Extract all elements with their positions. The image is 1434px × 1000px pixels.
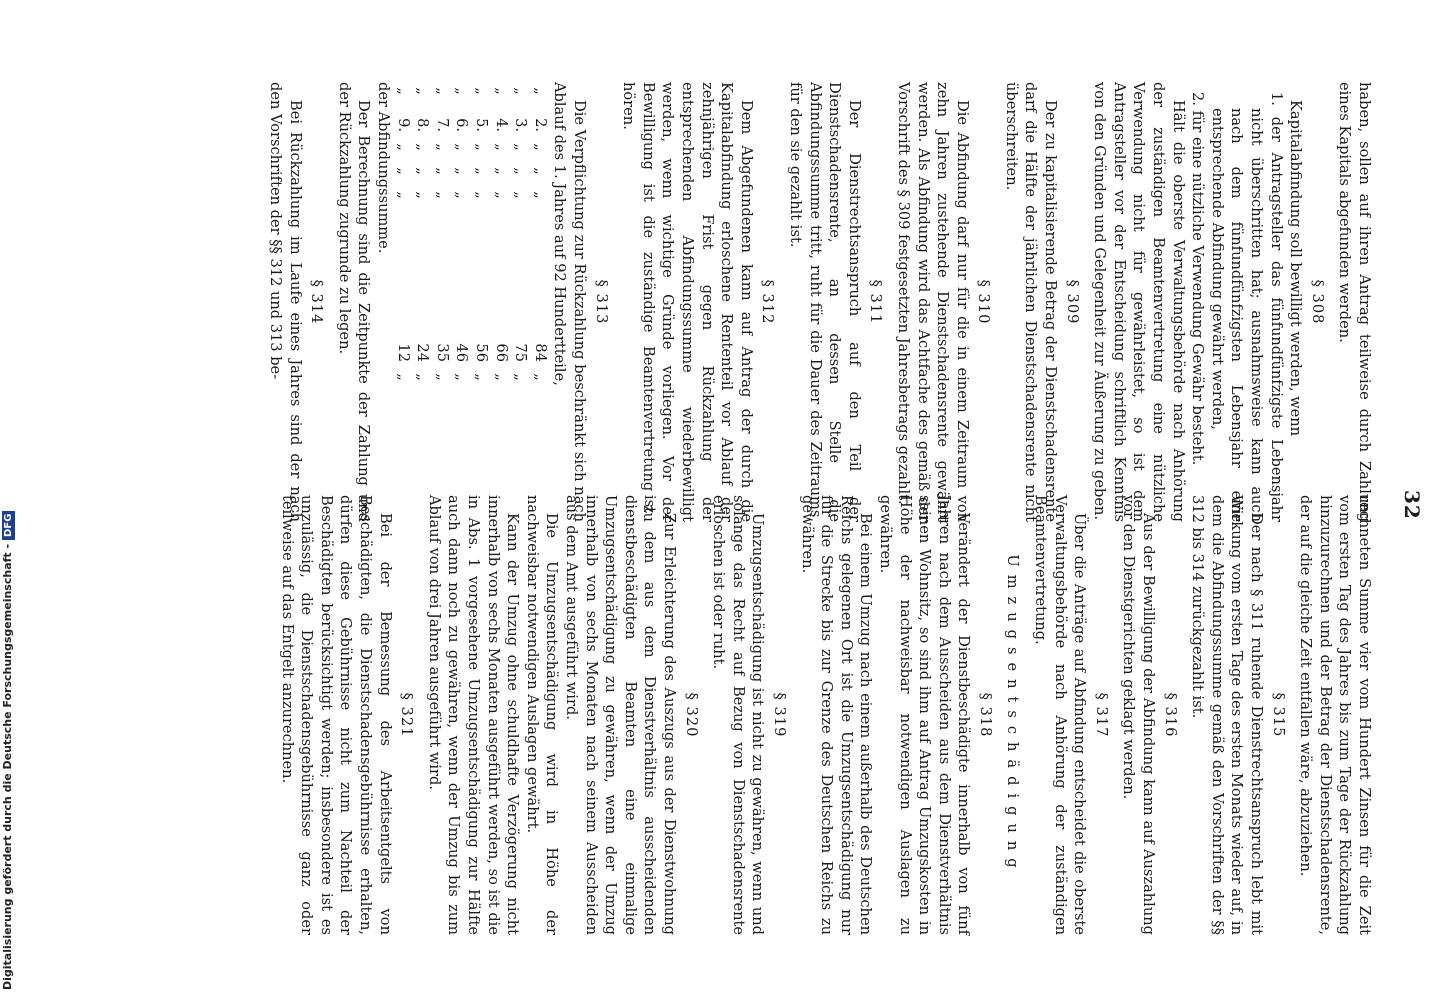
list-item: 1. der Antragsteller das fünfundfünfzigste Lebensjahr nicht überschritten hat; ausnahmsweise kann auch nach dem fünfundfünfzigsten Lebensjahr eine entsprechende Abfindung gewährt werden, xyxy=(1208,92,1285,522)
section-number: § 315 xyxy=(1269,692,1287,738)
paragraph: Der zu kapitalisierende Betrag der Dienstschadensrente darf die Hälfte der jährlichen Dienstschadensrente nicht überschreiten. xyxy=(1002,82,1060,522)
table-row: „ 4. „ „ „ 66 „ xyxy=(492,87,510,381)
section-number: § 312 xyxy=(759,279,777,325)
paragraph: Zur Erleichterung des Auszugs aus der Dienstwohnung ist dem aus dem Dienstverhältnis ausscheidenden dienstbeschädigten Beamten eine einmalige Umzugsentschädigung zu gewähren, wenn der Umzug innerhalb von sechs Monaten nach seinem Ausscheiden aus dem Amt ausgeführt wird. xyxy=(563,495,678,935)
paragraph: Bei der Bemessung des Arbeitsentgelts von Beschädigten, die Dienstschadensgebührnisse erhalten, dürfen diese Gebührnisse nicht zum Nachteil der Beschädigten berücksichtigt werden; insbesondere ist es unzulässig, die Dienstschadensgebührnisse ganz oder teilweise auf das Entgelt anzurechnen. xyxy=(278,495,394,935)
repayment-table xyxy=(393,82,550,392)
section-number: § 320 xyxy=(682,692,700,738)
paragraph: Die Verpflichtung zur Rückzahlung beschränkt sich nach Ablauf des 1. Jahres auf 92 Hundertteile, xyxy=(551,82,589,522)
dfg-logo: DFG xyxy=(2,511,15,540)
paragraph: Über die Anträge auf Abfindung entscheidet die oberste Verwaltungsbehörde nach Anhörung der zuständigen Beamtenvertretung. xyxy=(1032,495,1089,935)
section-heading: Umzugsentschädigung xyxy=(1004,554,1022,876)
list-item: 2. für eine nützliche Verwendung Gewähr besteht. xyxy=(1189,92,1207,466)
footer-strip xyxy=(1,511,15,990)
paragraph: der Abfindungssumme. xyxy=(375,82,393,254)
paragraph: haben, sollen auf ihren Antrag teilweise durch Zahlung eines Kapitals abgefunden werden. xyxy=(1336,82,1373,522)
right-column xyxy=(277,495,1374,935)
paragraph: Der nach § 311 ruhende Dienstrechtsanspruch lebt mit Wirkung vom ersten Tage des ersten Monats wieder auf, in dem die Abfindungssumme gemäß den Vorschriften der §§ 312 bis 314 zurückgezahlt ist. xyxy=(1189,495,1266,935)
paragraph: Die Umzugsentschädigung wird in Höhe der nachweisbar notwendigen Auslagen gewährt. xyxy=(523,495,561,935)
digitization-footer xyxy=(0,0,30,1000)
section-number: § 308 xyxy=(1308,279,1326,325)
paragraph: Bei einem Umzug nach einem außerhalb des Deutschen Reichs gelegenen Ort ist die Umzugsentschädigung nur für die Strecke bis zur Grenze des Deutschen Reichs zu gewähren. xyxy=(798,495,875,935)
paragraph: Kann der Umzug ohne schuldhafte Verzögerung nicht innerhalb von sechs Monaten ausgeführt werden, so ist die in Abs. 1 vorgesehene Umzugsentschädigung zur Hälfte auch dann noch zu gewähren, wenn der Umzug bis zum Ablauf von drei Jahren ausgeführt wird. xyxy=(425,495,522,935)
section-number: § 314 xyxy=(308,279,326,325)
table-row: „ 6. „ „ „ 46 „ xyxy=(453,87,471,381)
page-number: 32 xyxy=(1400,490,1424,520)
footer-text: Digitalisierung gefördert durch die Deutsche Forschungsgemeinschaft - xyxy=(1,543,14,990)
paragraph: Der Berechnung sind die Zeitpunkte der Zahlung und der Rückzahlung zugrunde zu legen. xyxy=(335,82,373,522)
section-number: § 310 xyxy=(975,279,993,325)
section-number: § 317 xyxy=(1092,692,1110,738)
paragraph: Kapitalabfindung soll bewilligt werden, wenn xyxy=(1287,100,1305,437)
paragraph: Hält die oberste Verwaltungsbehörde nach Anhörung der zuständigen Beamtenvertretung eine nützliche Verwendung nicht für gewährleistet, so ist dem Antragsteller vor der Entscheidung schriftlich Kenntnis von den Gründen und Gelegenheit zur Äußerung zu geben. xyxy=(1091,82,1187,522)
left-column xyxy=(266,82,1374,522)
section-number: § 319 xyxy=(770,692,788,738)
section-number: § 321 xyxy=(398,692,416,738)
section-number: § 309 xyxy=(1063,279,1081,325)
table-row: „ 2. „ „ „ 84 „ xyxy=(531,87,549,381)
table-row: „ 5. „ „ „ 56 „ xyxy=(473,87,491,381)
section-number: § 313 xyxy=(592,279,610,325)
paragraph: Umzugsentschädigung ist nicht zu gewähren, wenn und solange das Recht auf Bezug von Dienstschadensrente erloschen ist oder ruht. xyxy=(710,495,767,935)
table-row: „ 8. „ „ „ 24 „ xyxy=(414,87,432,381)
paragraph: rechneten Summe vier vom Hundert Zinsen für die Zeit vom ersten Tag des Jahres bis zum Tage der Rückzahlung hinzuzurechnen und der Betrag der Dienstschadensrente, der auf die gleiche Zeit entfallen wäre, abzuziehen. xyxy=(1297,495,1373,935)
section-number: § 316 xyxy=(1161,692,1179,738)
table-row: „ 9. „ „ „ 12 „ xyxy=(394,87,412,381)
paragraph: Verändert der Dienstbeschädigte innerhalb von fünf Jahren nach dem Ausscheiden aus dem Dienstverhältnis seinen Wohnsitz, so sind ihm auf Antrag Umzugskosten in Höhe der nachweisbar notwendigen Auslagen zu gewähren. xyxy=(876,495,973,935)
paragraph: Aus der Bewilligung der Abfindung kann auf Auszahlung vor den Dienstgerichten geklagt werden. xyxy=(1120,495,1158,935)
table-row: „ 3. „ „ „ 75 „ xyxy=(512,87,530,381)
section-number: § 311 xyxy=(867,279,885,325)
table-row: „ 7. „ „ „ 35 „ xyxy=(433,87,451,381)
paragraph: Die Abfindung darf nur für die in einem Zeitraum von zehn Jahren zustehende Dienstschadensrente gewährt werden. Als Abfindung wird das Achtfache des gemäß der Vorschrift des § 309 festgesetzten Jahresbetrags gezahlt. xyxy=(894,82,971,522)
paragraph: Der Dienstrechtsanspruch auf den Teil der Dienstschadensrente, an dessen Stelle die Abfindungssumme tritt, ruht für die Dauer des Zeitraums, für den sie gezahlt ist. xyxy=(786,82,863,522)
section-number: § 318 xyxy=(976,692,994,738)
paragraph: Dem Abgefundenen kann auf Antrag der durch die Kapitalabfindung erloschene Rententeil vor Ablauf der zehnjährigen Frist gegen Rückzahlung der entsprechenden Abfindungssumme wiederbewilligt werden, wenn wichtige Gründe vorliegen. Vor der Bewilligung ist die zuständige Beamtenvertretung zu hören. xyxy=(620,82,755,522)
paragraph: Bei Rückzahlung im Laufe eines Jahres sind der nach den Vorschriften der §§ 312 und 313 be- xyxy=(267,82,304,522)
